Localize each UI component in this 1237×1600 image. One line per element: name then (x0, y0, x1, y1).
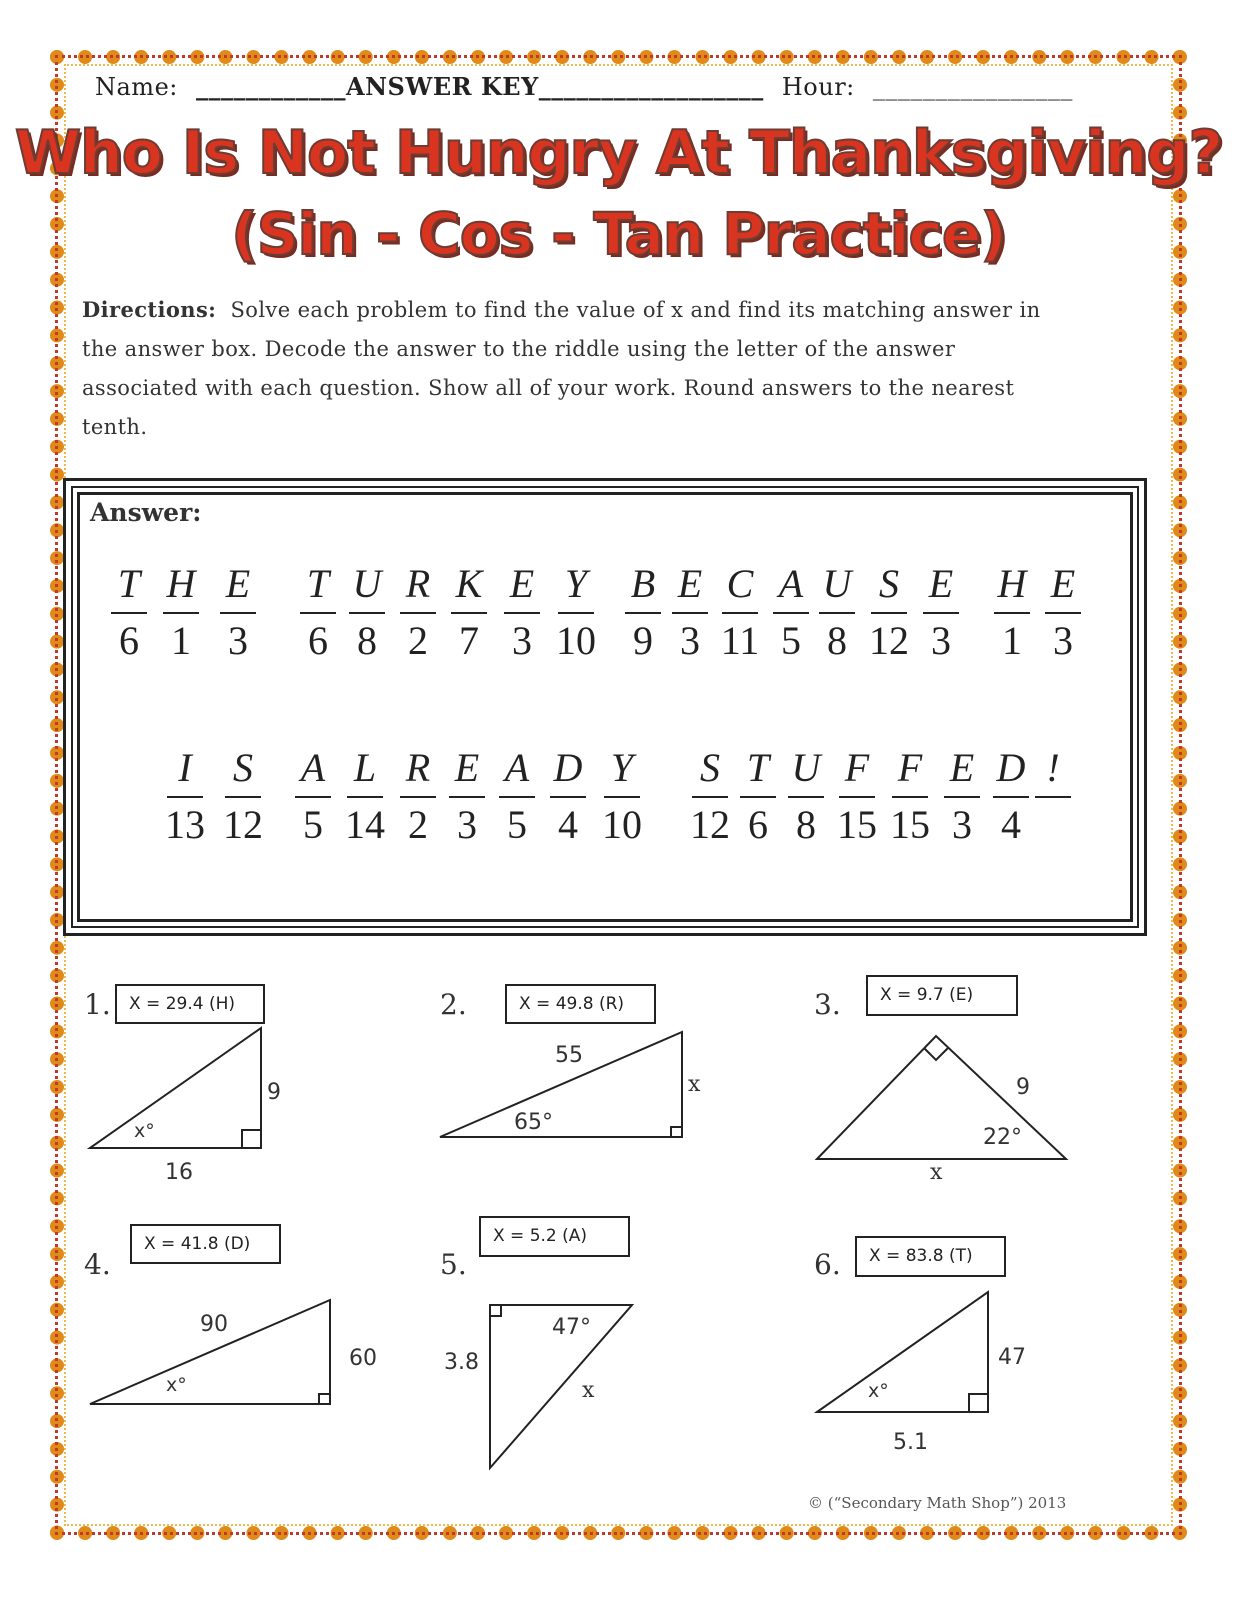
riddle-letter: U (791, 745, 821, 790)
riddle-number: 2 (408, 802, 428, 847)
riddle-number: 5 (781, 618, 801, 663)
problem-6-answer: X = 83.8 (T) (855, 1236, 1006, 1277)
problem-3-side-x: x (930, 1160, 943, 1185)
problem-6-side-5-1: 5.1 (893, 1430, 928, 1455)
riddle-letter: R (405, 561, 431, 606)
riddle-letter: Y (610, 745, 634, 790)
problem-3-number: 3. (814, 988, 841, 1021)
riddle-letter: S (879, 561, 899, 606)
riddle-number: 12 (223, 802, 263, 847)
directions-label: Directions: (82, 297, 217, 322)
name-value: ____________ANSWER KEY__________________ (196, 72, 764, 101)
riddle-number: 3 (1053, 618, 1073, 663)
riddle-letter: D (996, 745, 1026, 790)
riddle-letter: E (454, 745, 480, 790)
riddle-letter: E (949, 745, 975, 790)
riddle-letter: D (553, 745, 583, 790)
riddle-number: 11 (720, 618, 760, 663)
riddle-number: 2 (408, 618, 428, 663)
problem-5-number: 5. (440, 1248, 467, 1281)
riddle-number: 3 (931, 618, 951, 663)
riddle-number: 9 (633, 618, 653, 663)
riddle-number: 1 (171, 618, 191, 663)
problem-5-side-x: x (582, 1378, 595, 1403)
riddle-letter: K (455, 561, 483, 606)
riddle-number: 12 (869, 618, 909, 663)
riddle-number: 13 (165, 802, 205, 847)
problem-1-side-16: 16 (165, 1160, 193, 1185)
riddle-letter: H (166, 561, 196, 606)
title-line-2: (Sin - Cos - Tan Practice) (231, 200, 1006, 268)
riddle-letter: L (353, 745, 377, 790)
riddle-number: 3 (512, 618, 532, 663)
answer-label: Answer: (90, 498, 202, 527)
problem-3-side-9: 9 (1016, 1075, 1030, 1100)
riddle-letter: I (178, 745, 192, 790)
problem-2-hypotenuse-55: 55 (555, 1043, 583, 1068)
problem-2-number: 2. (440, 988, 467, 1021)
riddle-letter: E (928, 561, 954, 606)
problem-2-side-x: x (688, 1072, 701, 1097)
riddle-number: 5 (507, 802, 527, 847)
riddle-number: 4 (558, 802, 578, 847)
problem-6-side-47: 47 (998, 1345, 1026, 1370)
riddle-letter: F (844, 745, 870, 790)
riddle-number: 15 (890, 802, 930, 847)
problem-4-answer: X = 41.8 (D) (130, 1224, 281, 1264)
riddle-number: 1 (1002, 618, 1022, 663)
problem-6-angle-x: x° (868, 1380, 889, 1402)
problem-4-hypotenuse-90: 90 (200, 1312, 228, 1337)
riddle-letter: ! (1046, 745, 1060, 790)
problem-4-side-60: 60 (349, 1346, 377, 1371)
riddle-number: 8 (827, 618, 847, 663)
riddle-number: 3 (680, 618, 700, 663)
riddle-letter: A (778, 561, 804, 606)
problem-2-angle-65: 65° (514, 1110, 553, 1135)
riddle-number: 14 (345, 802, 385, 847)
hour-label: Hour: (781, 73, 855, 101)
riddle-letter: H (997, 561, 1027, 606)
problem-4-angle-x: x° (166, 1374, 187, 1396)
problem-3-angle-22: 22° (983, 1125, 1022, 1150)
riddle-letter: U (822, 561, 852, 606)
problem-1-number: 1. (84, 988, 111, 1021)
riddle-letter: A (300, 745, 326, 790)
problem-5-answer: X = 5.2 (A) (479, 1216, 630, 1257)
riddle-letter: Y (564, 561, 588, 606)
riddle-letter: T (746, 745, 770, 790)
riddle-letter: E (509, 561, 535, 606)
problem-5-angle-47: 47° (552, 1315, 591, 1340)
riddle-number: 10 (602, 802, 642, 847)
riddle-number: 8 (796, 802, 816, 847)
copyright: © (“Secondary Math Shop”) 2013 (808, 1494, 1067, 1512)
riddle-number: 6 (308, 618, 328, 663)
title-line-1: Who Is Not Hungry At Thanksgiving? (14, 118, 1223, 188)
riddle-number: 15 (837, 802, 877, 847)
problem-2-answer: X = 49.8 (R) (505, 984, 656, 1024)
hour-value: ________________ (872, 73, 1073, 101)
riddle-number: 5 (303, 802, 323, 847)
riddle-number: 3 (228, 618, 248, 663)
problem-4-number: 4. (84, 1248, 111, 1281)
riddle-letter: B (630, 561, 656, 606)
riddle-letter: E (677, 561, 703, 606)
riddle-number: 6 (748, 802, 768, 847)
riddle-letter: F (897, 745, 923, 790)
problem-1-answer: X = 29.4 (H) (115, 984, 265, 1024)
riddle-number: 7 (459, 618, 479, 663)
riddle-letter: C (726, 561, 754, 606)
problem-1-angle-x: x° (134, 1120, 155, 1142)
problem-6-number: 6. (814, 1248, 841, 1281)
riddle-letter: A (504, 745, 530, 790)
riddle-letter: U (352, 561, 382, 606)
riddle-number: 3 (457, 802, 477, 847)
riddle-number: 6 (119, 618, 139, 663)
riddle-number: 8 (357, 618, 377, 663)
riddle-number: 10 (556, 618, 596, 663)
riddle-letter: E (225, 561, 251, 606)
problem-1-side-9: 9 (267, 1080, 281, 1105)
riddle-letter: S (233, 745, 253, 790)
riddle-number: 4 (1001, 802, 1021, 847)
problem-3-answer: X = 9.7 (E) (866, 975, 1018, 1016)
riddle-letter: T (117, 561, 141, 606)
problem-5-side-3-8: 3.8 (444, 1350, 479, 1375)
riddle-letter: T (306, 561, 330, 606)
name-label: Name: (95, 73, 178, 101)
directions-text: Solve each problem to find the value of x and find its matching answer in the answer box. Decode the answer to the riddle using the letter of the answer associated with each question. Show all of your work. Round answers to the nearest tenth. (82, 298, 1041, 439)
riddle-number: 3 (952, 802, 972, 847)
riddle-letter: E (1050, 561, 1076, 606)
riddle-letter: S (700, 745, 720, 790)
riddle-number: 12 (690, 802, 730, 847)
riddle-letter: R (405, 745, 431, 790)
